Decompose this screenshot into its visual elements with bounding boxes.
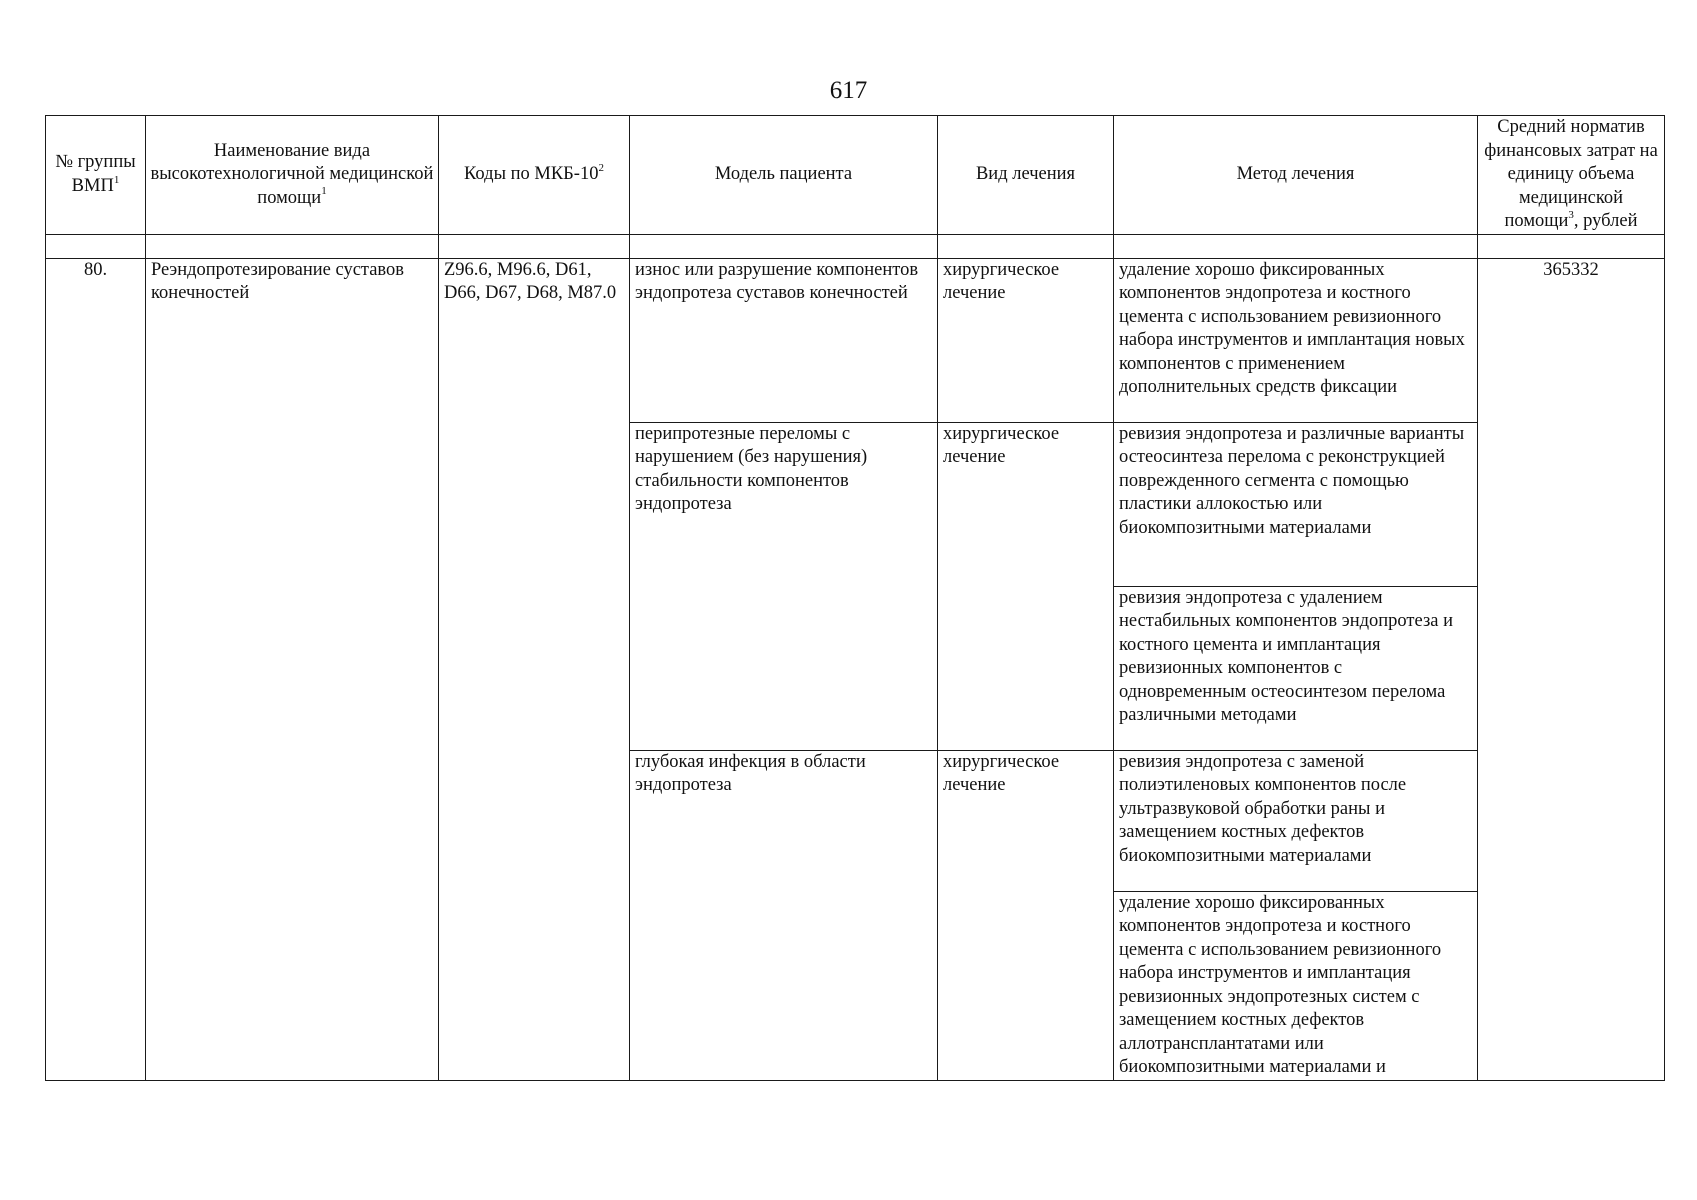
patient-model: глубокая инфекция в области эндопротеза: [630, 750, 938, 1080]
treatment-method: ревизия эндопротеза и различные варианты остеосинтеза перелома с реконструкцией поврежденного сегмента с помощью пластики аллокостью или биокомпозитными материалами: [1114, 422, 1478, 586]
group-name: Реэндопротезирование суставов конечностей: [146, 258, 439, 1080]
header-model: Модель пациента: [630, 116, 938, 235]
header-codes: Коды по МКБ-$10^2$: [439, 116, 630, 235]
header-method: Метод лечения: [1114, 116, 1478, 235]
group-number: 80.: [46, 258, 146, 1080]
header-cost: Средний норматив финансовых затрат на единицу объема медицинской помощи$^3$, рублей: [1478, 116, 1665, 235]
treatment-method: удаление хорошо фиксированных компонентов эндопротеза и костного цемента с использованием ревизионного набора инструментов и имплантация новых компонентов с применением дополнительных средств фиксации: [1114, 258, 1478, 422]
treatment-method: ревизия эндопротеза с заменой полиэтиленовых компонентов после ультразвуковой обработки раны и замещением костных дефектов биокомпозитными материалами: [1114, 750, 1478, 891]
header-group-no: № группы ВМП$^1$: [46, 116, 146, 235]
patient-model: перипротезные переломы с нарушением (без нарушения) стабильности компонентов эндопротеза: [630, 422, 938, 750]
treatment-type: хирургическое лечение: [938, 422, 1114, 750]
group-codes: Z96.6, M96.6, D61, D66, D67, D68, M87.0: [439, 258, 630, 1080]
treatment-type: хирургическое лечение: [938, 258, 1114, 422]
spacer-row: [46, 234, 1665, 258]
header-treatment-type: Вид лечения: [938, 116, 1114, 235]
treatment-type: хирургическое лечение: [938, 750, 1114, 1080]
vmp-table: [45, 115, 1665, 1081]
page-number: 617: [829, 77, 868, 104]
patient-model: износ или разрушение компонентов эндопротеза суставов конечностей: [630, 258, 938, 422]
table-row: [46, 258, 1665, 422]
header-row: [46, 116, 1665, 235]
treatment-method: ревизия эндопротеза с удалением нестабильных компонентов эндопротеза и костного цемента и имплантация ревизионных компонентов с одновременным остеосинтезом перелома различными методами: [1114, 586, 1478, 750]
group-cost: 365332: [1478, 258, 1665, 1080]
header-name: Наименование вида высокотехнологичной медицинской помощи$^1$: [146, 116, 439, 235]
treatment-method: удаление хорошо фиксированных компонентов эндопротеза и костного цемента с использованием ревизионного набора инструментов и имплантация ревизионных эндопротезных систем с замещением костных дефектов аллотрансплантатами или биокомпозитными материалами и: [1114, 891, 1478, 1080]
